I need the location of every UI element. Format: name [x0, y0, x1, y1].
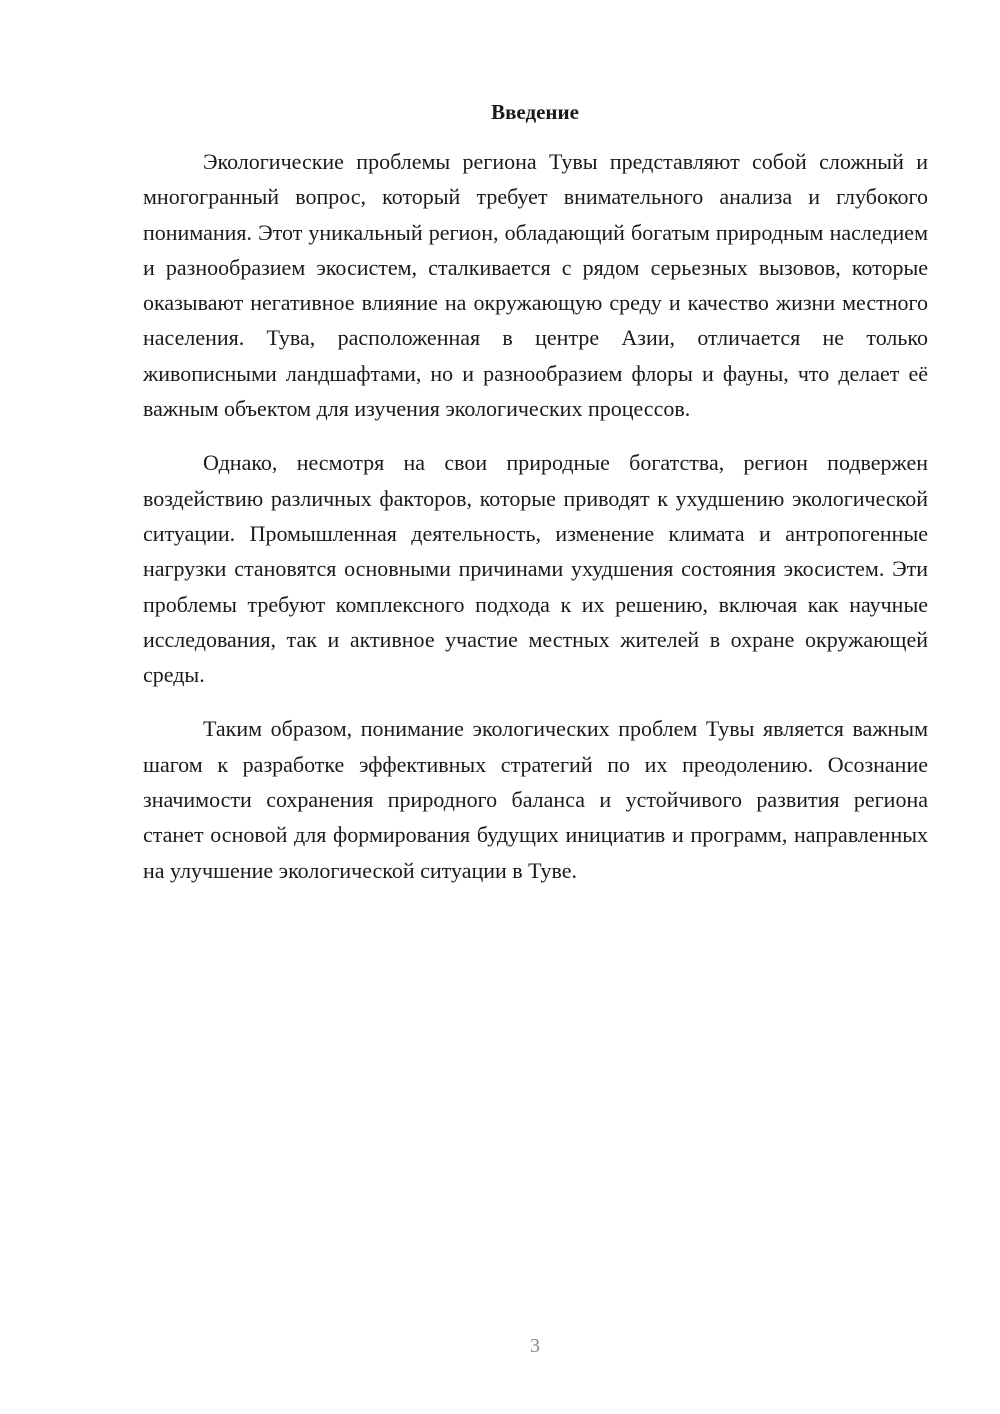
paragraph: Таким образом, понимание экологических проблем Тувы является важным шагом к разработке эффективных стратегий по их преодолению. Осознание значимости сохранения природного баланса и устойчивого развития региона станет основой для формирования будущих инициатив и программ, направленных на улучшение экологической ситуации в Туве.: [143, 716, 928, 883]
section-heading: Введение: [491, 100, 579, 124]
paragraph: Однако, несмотря на свои природные богатства, регион подвержен воздействию различных факторов, которые приводят к ухудшению экологической ситуации. Промышленная деятельность, изменение климата и антропогенные нагрузки становятся основными причинами ухудшения состояния экосистем. Эти проблемы требуют комплексного подхода к их решению, включая как научные исследования, так и активное участие местных жителей в охране окружающей среды.: [143, 450, 928, 688]
paragraph: Экологические проблемы региона Тувы представляют собой сложный и многогранный вопрос, который требует внимательного анализа и глубокого понимания. Этот уникальный регион, обладающий богатым природным наследием и разнообразием экосистем, сталкивается с рядом серьезных вызовов, которые оказывают негативное влияние на окружающую среду и качество жизни местного населения. Тува, расположенная в центре Азии, отличается не только живописными ландшафтами, но и разнообразием флоры и фауны, что делает её важным объектом для изучения экологических процессов.: [143, 149, 928, 422]
page-number: 3: [530, 1335, 540, 1357]
document-body: [143, 144, 928, 907]
